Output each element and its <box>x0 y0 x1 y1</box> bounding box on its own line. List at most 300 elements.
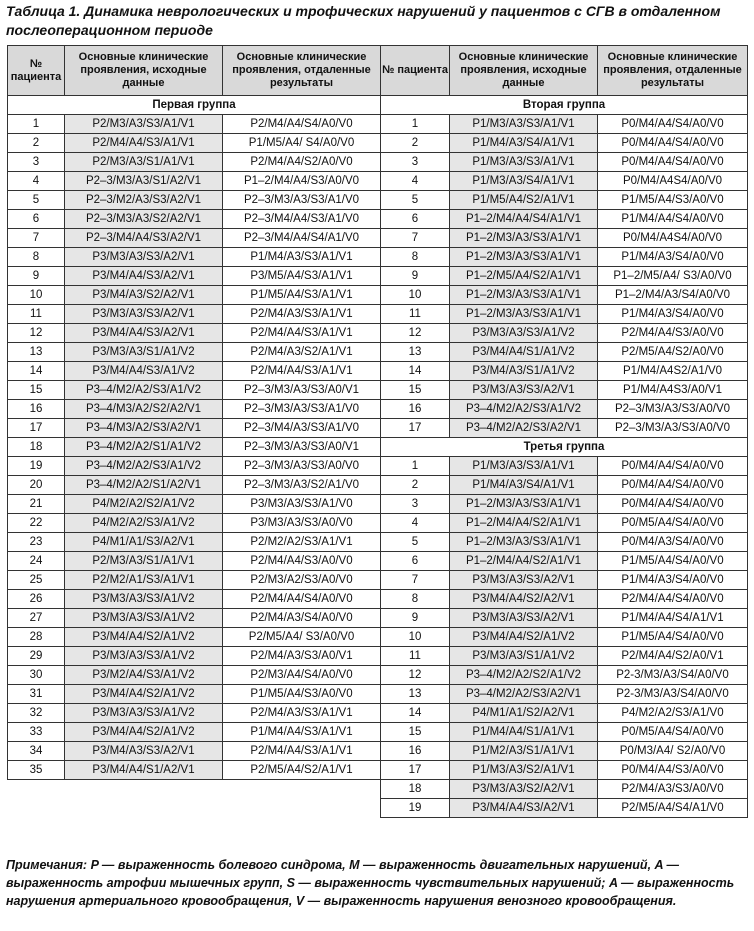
cell-initial-data: P1–2/M4/A4/S2/A1/V1 <box>450 552 598 571</box>
cell-patient-number: 19 <box>8 457 65 476</box>
cell-patient-number: 5 <box>8 191 65 210</box>
cell-long-term-results: P0/M4/A4/S4/A0/V0 <box>598 457 748 476</box>
table-row <box>8 723 381 742</box>
cell-long-term-results: P1/M4/A3/S4/A0/V0 <box>598 248 748 267</box>
group1-title: Первая группа <box>8 96 381 115</box>
cell-initial-data: P3/M3/A3/S3/A1/V2 <box>450 324 598 343</box>
cell-initial-data: P4/M1/A1/S2/A2/V1 <box>450 704 598 723</box>
cell-long-term-results: P2-3/M3/A3/S4/A0/V0 <box>598 685 748 704</box>
cell-patient-number: 16 <box>381 400 450 419</box>
cell-long-term-results: P2/M4/A4/S3/A0/V0 <box>223 552 381 571</box>
cell-initial-data: P3/M4/A4/S2/A1/V2 <box>450 628 598 647</box>
cell-long-term-results: P3/M3/A3/S3/A0/V0 <box>223 514 381 533</box>
cell-initial-data: P3–4/M2/A2/S3/A2/V1 <box>450 419 598 438</box>
cell-long-term-results: P1/M4/A3/S4/A0/V0 <box>598 305 748 324</box>
cell-long-term-results: P2/M5/A4/S2/A0/V0 <box>598 343 748 362</box>
table-row <box>8 647 381 666</box>
cell-initial-data: P3–4/M3/A2/S2/A2/V1 <box>65 400 223 419</box>
table-row <box>381 115 748 134</box>
cell-initial-data: P3/M4/A4/S2/A1/V2 <box>65 723 223 742</box>
cell-initial-data: P1–2/M3/A3/S3/A1/V1 <box>450 495 598 514</box>
cell-initial-data: P2–3/M4/A4/S3/A2/V1 <box>65 229 223 248</box>
tables-area <box>7 45 747 851</box>
group-row <box>381 438 748 457</box>
cell-initial-data: P4/M2/A2/S2/A1/V2 <box>65 495 223 514</box>
cell-initial-data: P3–4/M2/A2/S1/A1/V2 <box>65 438 223 457</box>
table-row <box>8 153 381 172</box>
cell-patient-number: 13 <box>381 343 450 362</box>
cell-patient-number: 25 <box>8 571 65 590</box>
cell-patient-number: 7 <box>8 229 65 248</box>
table-row <box>381 476 748 495</box>
cell-long-term-results: P1/M4/A4/S4/A0/V0 <box>598 210 748 229</box>
cell-patient-number: 18 <box>8 438 65 457</box>
cell-initial-data: P2–3/M3/A3/S1/A2/V1 <box>65 172 223 191</box>
table-row <box>8 628 381 647</box>
cell-long-term-results: P2/M4/A4/S3/A0/V0 <box>598 324 748 343</box>
cell-long-term-results: P2-3/M3/A3/S4/A0/V0 <box>598 666 748 685</box>
table-left-header <box>8 46 381 96</box>
cell-long-term-results: P1–2/M4/A4/S3/A0/V0 <box>223 172 381 191</box>
cell-long-term-results: P2–3/M3/A3/S3/A0/V0 <box>598 419 748 438</box>
cell-patient-number: 26 <box>8 590 65 609</box>
table-row <box>381 647 748 666</box>
cell-patient-number: 5 <box>381 533 450 552</box>
group-row <box>8 96 381 115</box>
cell-long-term-results: P0/M5/A4/S4/A0/V0 <box>598 514 748 533</box>
cell-patient-number: 2 <box>381 134 450 153</box>
table-row <box>381 153 748 172</box>
cell-initial-data: P1/M4/A4/S1/A1/V1 <box>450 723 598 742</box>
cell-patient-number: 3 <box>381 153 450 172</box>
cell-patient-number: 27 <box>8 609 65 628</box>
table-row <box>8 666 381 685</box>
cell-patient-number: 9 <box>381 267 450 286</box>
cell-patient-number: 16 <box>381 742 450 761</box>
cell-long-term-results: P0/M4/A4S4/A0/V0 <box>598 172 748 191</box>
cell-initial-data: P1/M3/A3/S3/A1/V1 <box>450 457 598 476</box>
cell-initial-data: P1/M4/A3/S4/A1/V1 <box>450 134 598 153</box>
cell-patient-number: 1 <box>381 457 450 476</box>
cell-initial-data: P1–2/M3/A3/S3/A1/V1 <box>450 229 598 248</box>
cell-initial-data: P1/M4/A3/S4/A1/V1 <box>450 476 598 495</box>
cell-patient-number: 35 <box>8 761 65 780</box>
table-row <box>381 628 748 647</box>
cell-long-term-results: P2–3/M4/A4/S3/A1/V0 <box>223 210 381 229</box>
cell-initial-data: P3–4/M2/A2/S1/A2/V1 <box>65 476 223 495</box>
cell-patient-number: 15 <box>381 381 450 400</box>
table-row <box>381 400 748 419</box>
cell-initial-data: P1/M2/A3/S1/A1/V1 <box>450 742 598 761</box>
table-row <box>8 305 381 324</box>
cell-initial-data: P3/M4/A4/S3/A2/V1 <box>65 324 223 343</box>
table-row <box>8 210 381 229</box>
cell-patient-number: 13 <box>8 343 65 362</box>
cell-patient-number: 3 <box>381 495 450 514</box>
cell-patient-number: 31 <box>8 685 65 704</box>
table-row <box>8 590 381 609</box>
table-row <box>8 476 381 495</box>
cell-patient-number: 8 <box>8 248 65 267</box>
table-row <box>8 248 381 267</box>
table-row <box>381 533 748 552</box>
cell-patient-number: 2 <box>381 476 450 495</box>
cell-patient-number: 30 <box>8 666 65 685</box>
cell-long-term-results: P0/M3/A4/ S2/A0/V0 <box>598 742 748 761</box>
cell-patient-number: 6 <box>381 552 450 571</box>
table-caption: Таблица 1. Динамика неврологических и трофических нарушений у пациентов с СГВ в отдаленном послеоперационном периоде <box>6 3 721 38</box>
table-row <box>381 723 748 742</box>
cell-patient-number: 6 <box>8 210 65 229</box>
cell-long-term-results: P1/M5/A4/ S4/A0/V0 <box>223 134 381 153</box>
cell-long-term-results: P2–3/M3/A3/S3/A0/V0 <box>223 457 381 476</box>
cell-long-term-results: P2–3/M3/A3/S3/A1/V0 <box>223 400 381 419</box>
table-row <box>8 381 381 400</box>
cell-long-term-results: P2/M2/A2/S3/A1/V1 <box>223 533 381 552</box>
cell-long-term-results: P3/M3/A3/S3/A1/V0 <box>223 495 381 514</box>
cell-initial-data: P3/M2/A4/S3/A1/V2 <box>65 666 223 685</box>
cell-patient-number: 19 <box>381 799 450 818</box>
cell-initial-data: P1/M5/A4/S2/A1/V1 <box>450 191 598 210</box>
cell-initial-data: P3/M3/A3/S3/A1/V2 <box>65 590 223 609</box>
table-row <box>381 286 748 305</box>
cell-initial-data: P3–4/M2/A2/S2/A1/V2 <box>450 666 598 685</box>
cell-initial-data: P3/M4/A4/S2/A1/V2 <box>65 628 223 647</box>
cell-long-term-results: P2/M4/A4/S3/A1/V1 <box>223 362 381 381</box>
cell-patient-number: 10 <box>381 628 450 647</box>
cell-long-term-results: P1/M5/A4/S4/A0/V0 <box>598 628 748 647</box>
header-long-term-results: Основные клинические проявления, отдаленные результаты <box>598 46 748 96</box>
table-row <box>8 742 381 761</box>
cell-patient-number: 10 <box>381 286 450 305</box>
table-row <box>381 571 748 590</box>
cell-long-term-results: P1/M5/A4/S4/A0/V0 <box>598 552 748 571</box>
cell-initial-data: P3/M4/A3/S1/A1/V2 <box>450 362 598 381</box>
cell-initial-data: P2/M3/A3/S1/A1/V1 <box>65 552 223 571</box>
table-row <box>8 191 381 210</box>
cell-patient-number: 20 <box>8 476 65 495</box>
table-row <box>8 761 381 780</box>
cell-patient-number: 24 <box>8 552 65 571</box>
table-row <box>8 134 381 153</box>
cell-initial-data: P3/M4/A4/S2/A2/V1 <box>450 590 598 609</box>
cell-patient-number: 13 <box>381 685 450 704</box>
cell-patient-number: 14 <box>381 704 450 723</box>
table-row <box>381 267 748 286</box>
cell-long-term-results: P2–3/M4/A3/S3/A1/V0 <box>223 419 381 438</box>
table-row <box>381 324 748 343</box>
cell-long-term-results: P2–3/M3/A3/S3/A0/V1 <box>223 381 381 400</box>
cell-long-term-results: P2/M5/A4/S2/A1/V1 <box>223 761 381 780</box>
cell-patient-number: 34 <box>8 742 65 761</box>
cell-patient-number: 7 <box>381 229 450 248</box>
cell-initial-data: P1–2/M4/A4/S2/A1/V1 <box>450 514 598 533</box>
cell-patient-number: 14 <box>8 362 65 381</box>
table-row <box>8 552 381 571</box>
cell-patient-number: 4 <box>381 172 450 191</box>
cell-long-term-results: P1/M4/A4/S3/A1/V1 <box>223 723 381 742</box>
cell-patient-number: 18 <box>381 780 450 799</box>
cell-patient-number: 3 <box>8 153 65 172</box>
cell-initial-data: P2/M4/A4/S3/A1/V1 <box>65 134 223 153</box>
cell-initial-data: P1–2/M5/A4/S2/A1/V1 <box>450 267 598 286</box>
cell-initial-data: P3/M3/A3/S1/A1/V2 <box>65 343 223 362</box>
cell-initial-data: P2–3/M2/A3/S3/A2/V1 <box>65 191 223 210</box>
cell-patient-number: 12 <box>381 324 450 343</box>
cell-initial-data: P3–4/M2/A2/S3/A1/V2 <box>65 381 223 400</box>
cell-long-term-results: P2/M4/A4/S4/A0/V0 <box>223 115 381 134</box>
table-row <box>8 286 381 305</box>
cell-long-term-results: P2/M5/A4/ S3/A0/V0 <box>223 628 381 647</box>
cell-initial-data: P3/M4/A4/S3/A2/V1 <box>65 267 223 286</box>
table-row <box>8 495 381 514</box>
cell-initial-data: P2/M3/A3/S3/A1/V1 <box>65 115 223 134</box>
table-row <box>8 514 381 533</box>
cell-long-term-results: P1/M4/A3/S3/A1/V1 <box>223 248 381 267</box>
cell-initial-data: P3/M3/A3/S3/A2/V1 <box>65 248 223 267</box>
header-patient-number: № пациента <box>8 46 65 96</box>
cell-initial-data: P3/M4/A4/S1/A1/V2 <box>450 343 598 362</box>
table-row <box>8 438 381 457</box>
group-row <box>381 96 748 115</box>
cell-initial-data: P3/M3/A3/S3/A1/V2 <box>65 609 223 628</box>
cell-initial-data: P3/M3/A3/S3/A2/V1 <box>450 609 598 628</box>
table-right <box>380 45 748 818</box>
cell-long-term-results: P0/M4/A3/S4/A0/V0 <box>598 533 748 552</box>
cell-initial-data: P2/M2/A1/S3/A1/V1 <box>65 571 223 590</box>
cell-patient-number: 17 <box>8 419 65 438</box>
cell-long-term-results: P0/M4/A4/S3/A0/V0 <box>598 761 748 780</box>
cell-initial-data: P1–2/M3/A3/S3/A1/V1 <box>450 248 598 267</box>
table-row <box>381 191 748 210</box>
cell-initial-data: P3/M3/A3/S3/A1/V2 <box>65 647 223 666</box>
header-long-term-results: Основные клинические проявления, отдаленные результаты <box>223 46 381 96</box>
cell-initial-data: P3/M4/A3/S2/A2/V1 <box>65 286 223 305</box>
cell-long-term-results: P3/M5/A4/S3/A1/V1 <box>223 267 381 286</box>
table-row <box>8 343 381 362</box>
table-notes: Примечания: P — выраженность болевого синдрома, M — выраженность двигательных нарушений, A — выраженность атрофии мышечных групп, S — выраженность чувствительных нарушений; A — выраженность нарушения артериального кровообращения, V — выраженность нарушения венозного кровообращения. <box>6 858 735 908</box>
cell-long-term-results: P2/M4/A3/S4/A0/V0 <box>223 609 381 628</box>
cell-patient-number: 2 <box>8 134 65 153</box>
table-row <box>381 780 748 799</box>
cell-initial-data: P3/M3/A3/S3/A2/V1 <box>65 305 223 324</box>
cell-long-term-results: P2/M4/A3/S3/A1/V1 <box>223 305 381 324</box>
cell-patient-number: 4 <box>8 172 65 191</box>
cell-long-term-results: P2/M4/A3/S3/A1/V1 <box>223 704 381 723</box>
cell-long-term-results: P2/M4/A4/S3/A1/V1 <box>223 324 381 343</box>
table-row <box>381 362 748 381</box>
cell-long-term-results: P1/M4/A4S3/A0/V1 <box>598 381 748 400</box>
table-row <box>8 324 381 343</box>
cell-long-term-results: P1/M5/A4/S3/A0/V0 <box>598 191 748 210</box>
cell-long-term-results: P2/M3/A2/S3/A0/V0 <box>223 571 381 590</box>
cell-long-term-results: P2/M4/A4/S4/A0/V0 <box>223 590 381 609</box>
table-row <box>381 761 748 780</box>
cell-patient-number: 17 <box>381 419 450 438</box>
cell-initial-data: P3/M4/A4/S3/A1/V2 <box>65 362 223 381</box>
cell-patient-number: 15 <box>381 723 450 742</box>
table-row <box>8 533 381 552</box>
cell-initial-data: P3/M3/A3/S1/A1/V2 <box>450 647 598 666</box>
table-left <box>7 45 381 780</box>
cell-initial-data: P3/M3/A3/S3/A2/V1 <box>450 571 598 590</box>
cell-long-term-results: P1/M4/A4/S4/A1/V1 <box>598 609 748 628</box>
table-row <box>381 229 748 248</box>
cell-patient-number: 7 <box>381 571 450 590</box>
table-row <box>381 685 748 704</box>
cell-long-term-results: P0/M5/A4/S4/A0/V0 <box>598 723 748 742</box>
cell-long-term-results: P2/M4/A4/S2/A0/V0 <box>223 153 381 172</box>
table-right-header <box>381 46 748 96</box>
cell-patient-number: 8 <box>381 248 450 267</box>
header-patient-number: № пациента <box>381 46 450 96</box>
table-row <box>381 134 748 153</box>
cell-initial-data: P4/M2/A2/S3/A1/V2 <box>65 514 223 533</box>
table-row <box>381 210 748 229</box>
table-row <box>8 704 381 723</box>
cell-patient-number: 15 <box>8 381 65 400</box>
cell-patient-number: 11 <box>8 305 65 324</box>
header-initial-data: Основные клинические проявления, исходные данные <box>450 46 598 96</box>
table-row <box>381 609 748 628</box>
cell-patient-number: 1 <box>381 115 450 134</box>
group2-title: Вторая группа <box>381 96 748 115</box>
cell-initial-data: P3–4/M2/A2/S3/A1/V2 <box>65 457 223 476</box>
table-row <box>8 172 381 191</box>
table-row <box>381 590 748 609</box>
cell-initial-data: P1–2/M3/A3/S3/A1/V1 <box>450 533 598 552</box>
cell-long-term-results: P2/M4/A3/S2/A1/V1 <box>223 343 381 362</box>
table-row <box>8 267 381 286</box>
cell-long-term-results: P1–2/M4/A3/S4/A0/V0 <box>598 286 748 305</box>
cell-initial-data: P3/M3/A3/S3/A1/V2 <box>65 704 223 723</box>
cell-initial-data: P3–4/M2/A2/S3/A2/V1 <box>450 685 598 704</box>
cell-initial-data: P3/M4/A4/S3/A2/V1 <box>450 799 598 818</box>
table-row <box>381 457 748 476</box>
cell-long-term-results: P2/M4/A3/S3/A0/V1 <box>223 647 381 666</box>
table-row <box>381 495 748 514</box>
cell-patient-number: 23 <box>8 533 65 552</box>
cell-long-term-results: P2–3/M3/A3/S2/A1/V0 <box>223 476 381 495</box>
cell-patient-number: 4 <box>381 514 450 533</box>
table-row <box>381 248 748 267</box>
table-row <box>8 115 381 134</box>
cell-patient-number: 12 <box>381 666 450 685</box>
cell-initial-data: P3/M4/A4/S2/A1/V2 <box>65 685 223 704</box>
cell-long-term-results: P2/M4/A4/S2/A0/V1 <box>598 647 748 666</box>
cell-long-term-results: P0/M4/A4/S4/A0/V0 <box>598 495 748 514</box>
cell-patient-number: 12 <box>8 324 65 343</box>
cell-patient-number: 29 <box>8 647 65 666</box>
cell-long-term-results: P0/M4/A4/S4/A0/V0 <box>598 476 748 495</box>
cell-patient-number: 22 <box>8 514 65 533</box>
cell-patient-number: 11 <box>381 305 450 324</box>
table-row <box>8 419 381 438</box>
cell-initial-data: P3–4/M3/A2/S3/A2/V1 <box>65 419 223 438</box>
cell-patient-number: 1 <box>8 115 65 134</box>
cell-initial-data: P1/M3/A3/S3/A1/V1 <box>450 115 598 134</box>
table-row <box>381 305 748 324</box>
cell-initial-data: P2/M3/A3/S1/A1/V1 <box>65 153 223 172</box>
cell-initial-data: P1–2/M3/A3/S3/A1/V1 <box>450 305 598 324</box>
table-row <box>381 381 748 400</box>
cell-long-term-results: P0/M4/A4/S4/A0/V0 <box>598 115 748 134</box>
table-row <box>8 457 381 476</box>
cell-initial-data: P1/M3/A3/S4/A1/V1 <box>450 172 598 191</box>
cell-long-term-results: P2–3/M4/A4/S4/A1/V0 <box>223 229 381 248</box>
cell-patient-number: 16 <box>8 400 65 419</box>
cell-long-term-results: P4/M2/A2/S3/A1/V0 <box>598 704 748 723</box>
cell-long-term-results: P2–3/M3/A3/S3/A0/V1 <box>223 438 381 457</box>
cell-initial-data: P1/M3/A3/S2/A1/V1 <box>450 761 598 780</box>
table-row <box>8 685 381 704</box>
cell-patient-number: 9 <box>381 609 450 628</box>
cell-patient-number: 10 <box>8 286 65 305</box>
cell-initial-data: P1–2/M4/A4/S4/A1/V1 <box>450 210 598 229</box>
cell-patient-number: 5 <box>381 191 450 210</box>
cell-long-term-results: P0/M4/A4/S4/A0/V0 <box>598 153 748 172</box>
cell-patient-number: 28 <box>8 628 65 647</box>
header-initial-data: Основные клинические проявления, исходные данные <box>65 46 223 96</box>
table-row <box>8 362 381 381</box>
cell-long-term-results: P2/M5/A4/S4/A1/V0 <box>598 799 748 818</box>
cell-patient-number: 11 <box>381 647 450 666</box>
cell-patient-number: 8 <box>381 590 450 609</box>
table-row <box>381 419 748 438</box>
cell-long-term-results: P1/M5/A4/S3/A0/V0 <box>223 685 381 704</box>
cell-long-term-results: P2–3/M3/A3/S3/A0/V0 <box>598 400 748 419</box>
table-row <box>8 609 381 628</box>
cell-patient-number: 32 <box>8 704 65 723</box>
table-row <box>8 400 381 419</box>
table-row <box>381 343 748 362</box>
cell-long-term-results: P2/M3/A4/S4/A0/V0 <box>223 666 381 685</box>
table-row <box>8 571 381 590</box>
cell-patient-number: 14 <box>381 362 450 381</box>
cell-long-term-results: P2/M4/A4/S3/A1/V1 <box>223 742 381 761</box>
cell-long-term-results: P2/M4/A3/S3/A0/V0 <box>598 780 748 799</box>
cell-initial-data: P3/M4/A4/S1/A2/V1 <box>65 761 223 780</box>
cell-initial-data: P1/M3/A3/S3/A1/V1 <box>450 153 598 172</box>
cell-long-term-results: P1–2/M5/A4/ S3/A0/V0 <box>598 267 748 286</box>
group3-title: Третья группа <box>381 438 748 457</box>
cell-initial-data: P2–3/M3/A3/S2/A2/V1 <box>65 210 223 229</box>
cell-initial-data: P3–4/M2/A2/S3/A1/V2 <box>450 400 598 419</box>
table-row <box>8 229 381 248</box>
table-row <box>381 514 748 533</box>
cell-long-term-results: P2–3/M3/A3/S3/A1/V0 <box>223 191 381 210</box>
cell-long-term-results: P1/M5/A4/S3/A1/V1 <box>223 286 381 305</box>
table-row <box>381 666 748 685</box>
cell-initial-data: P1–2/M3/A3/S3/A1/V1 <box>450 286 598 305</box>
cell-initial-data: P3/M3/A3/S2/A2/V1 <box>450 780 598 799</box>
table-row <box>381 552 748 571</box>
cell-patient-number: 21 <box>8 495 65 514</box>
cell-long-term-results: P2/M4/A4/S4/A0/V0 <box>598 590 748 609</box>
table-row <box>381 172 748 191</box>
cell-patient-number: 9 <box>8 267 65 286</box>
table-row <box>381 742 748 761</box>
cell-initial-data: P3/M4/A3/S3/A2/V1 <box>65 742 223 761</box>
cell-long-term-results: P0/M4/A4/S4/A0/V0 <box>598 134 748 153</box>
cell-patient-number: 17 <box>381 761 450 780</box>
cell-patient-number: 33 <box>8 723 65 742</box>
cell-long-term-results: P1/M4/A3/S4/A0/V0 <box>598 571 748 590</box>
cell-long-term-results: P0/M4/A4S4/A0/V0 <box>598 229 748 248</box>
cell-patient-number: 6 <box>381 210 450 229</box>
table-row <box>381 799 748 818</box>
table-row <box>381 704 748 723</box>
